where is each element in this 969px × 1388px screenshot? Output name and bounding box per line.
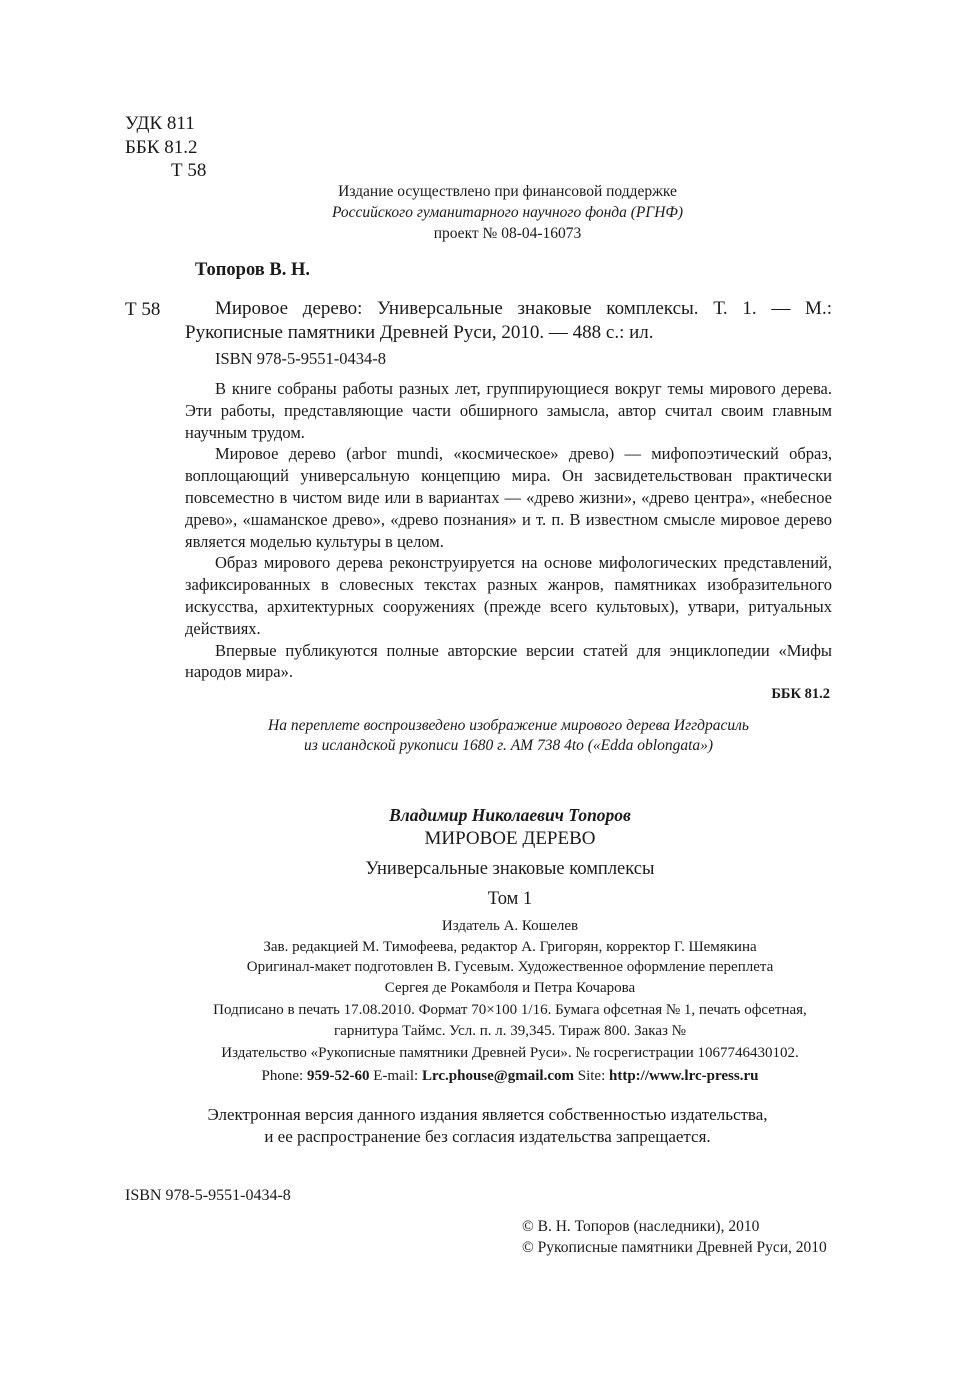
funding-note <box>250 181 765 244</box>
copyright <box>522 1216 827 1258</box>
electronic-version-note <box>150 1104 825 1148</box>
author-mark: Т 58 <box>171 160 207 181</box>
colophon-subtitle: Универсальные знаковые комплексы <box>365 859 655 879</box>
footer-isbn: ISBN 978-5-9551-0434-8 <box>125 1187 291 1204</box>
electronic-line-2: и ее распространение без согласия издательства запрещается. <box>264 1127 711 1146</box>
colophon-design: Сергея де Рокамболя и Петра Кочарова <box>384 979 636 996</box>
site-url: http://www.lrc-press.ru <box>609 1067 759 1084</box>
biblio-isbn: ISBN 978-5-9551-0434-8 <box>215 349 386 368</box>
abstract-bbk: ББК 81.2 <box>771 686 830 702</box>
colophon-house: Издательство «Рукописные памятники Древней Руси». № госрегистрации 1067746430102. <box>221 1045 799 1061</box>
udk-code: УДК 811 <box>125 113 195 134</box>
email-address: Lrc.phouse@gmail.com <box>421 1067 574 1084</box>
funding-line-2: Российского гуманитарного научного фонда (РГНФ) <box>331 204 684 221</box>
email-label: E-mail: <box>373 1067 419 1084</box>
site-label: Site: <box>577 1067 606 1084</box>
copyright-line-2: © Рукописные памятники Древней Руси, 2010 <box>522 1239 827 1256</box>
colophon-contacts <box>150 1066 870 1087</box>
cover-note-line-2: из исландской рукописи 1680 г. AM 738 4to («Edda oblongata») <box>303 737 714 754</box>
colophon-author: Владимир Николаевич Топоров <box>389 805 631 825</box>
colophon-layout: Оригинал-макет подготовлен В. Гусевым. Художественное оформление переплета <box>246 959 774 975</box>
biblio-author: Топоров В. Н. <box>195 260 310 280</box>
colophon-title: МИРОВОЕ ДЕРЕВО <box>424 828 596 849</box>
funding-line-1: Издание осуществлено при финансовой поддержке <box>338 183 677 200</box>
bbk-code: ББК 81.2 <box>125 136 198 158</box>
copyright-line-1: © В. Н. Топоров (наследники), 2010 <box>522 1218 760 1235</box>
abstract-paragraph-4: Впервые публикуются полные авторские версии статей для энциклопедии «Мифы народов мира». <box>185 640 832 682</box>
biblio-code: Т 58 <box>125 299 161 320</box>
colophon-print-2: гарнитура Таймс. Усл. п. л. 39,345. Тираж 800. Заказ № <box>334 1022 686 1039</box>
electronic-line-1: Электронная версия данного издания является собственностью издательства, <box>207 1105 768 1124</box>
phone-label: Phone: <box>261 1067 304 1084</box>
colophon-editors: Зав. редакцией М. Тимофеева, редактор А. Григорян, корректор Г. Шемякина <box>263 938 757 955</box>
colophon-volume: Том 1 <box>487 889 533 909</box>
colophon <box>150 803 870 1086</box>
phone-number: 959-52-60 <box>306 1067 370 1084</box>
biblio-description: Мировое дерево: Универсальные знаковые комплексы. Т. 1. — М.: Рукописные памятники Древней Руси, 2010. — 488 с.: ил. <box>185 298 832 343</box>
funding-line-3: проект № 08-04-16073 <box>433 225 582 242</box>
abstract-paragraph-3: Образ мирового дерева реконструируется на основе мифологических представлений, зафиксированных в словесных текстах разных жанров, памятниках изобразительного искусства, архитектурных сооружениях (прежде всего культовых), утвари, ритуальных действиях. <box>185 553 832 638</box>
classification-codes <box>125 112 206 183</box>
abstract <box>185 378 832 683</box>
cover-note <box>185 716 832 756</box>
abstract-paragraph-2: Мировое дерево (arbor mundi, «космическое» древо) — мифопоэтический образ, воплощающий универсальную концепцию мира. Он засвидетельствован практически повсеместно в чистом виде или в вариантах — «древо жизни», «древо центра», «небесное древо», «шаманское древо», «древо познания» и т. п. В известном смысле мировое дерево является моделью культуры в целом. <box>185 444 832 551</box>
abstract-paragraph-1: В книге собраны работы разных лет, группирующиеся вокруг темы мирового дерева. Эти работы, представляющие части обширного замысла, автор считал своим главным научным трудом. <box>185 379 832 442</box>
cover-note-line-1: На переплете воспроизведено изображение мирового дерева Иггдрасиль <box>268 717 749 734</box>
colophon-publisher: Издатель А. Кошелев <box>441 918 579 934</box>
colophon-print-1: Подписано в печать 17.08.2010. Формат 70×100 1/16. Бумага офсетная № 1, печать офсетная, <box>213 1002 807 1018</box>
